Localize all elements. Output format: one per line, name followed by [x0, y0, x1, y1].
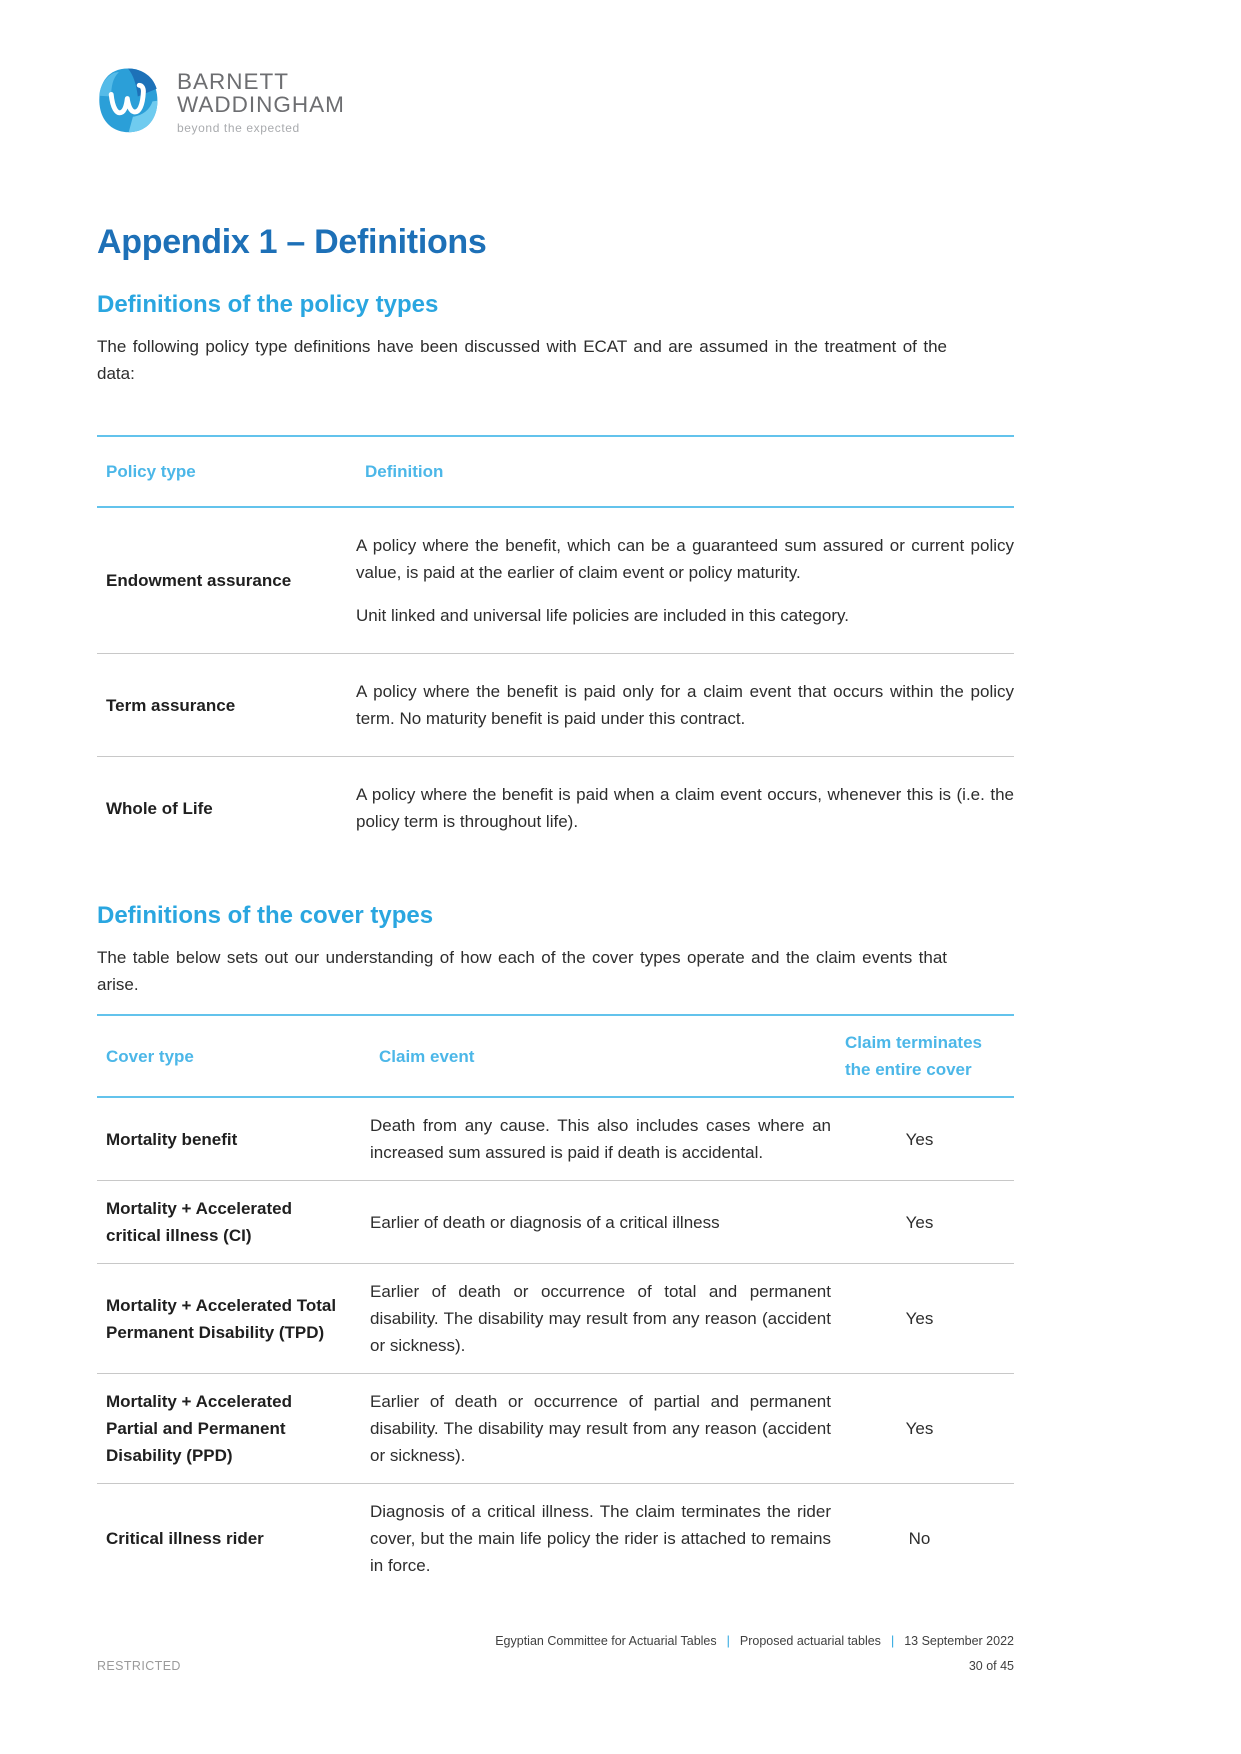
footer-separator: |	[726, 1634, 730, 1648]
footer-bottom-line	[97, 1659, 1014, 1673]
logo-name-line1: BARNETT	[177, 69, 290, 94]
claim-terminates-column-header: Claim terminates the entire cover	[845, 1033, 982, 1079]
terminates-cell: Yes	[905, 1129, 934, 1149]
policy-type-column-header: Policy type	[106, 462, 196, 481]
claim-event-cell: Earlier of death or occurrence of partial and permanent disability. The disability may result from any reason (accident or sickness).	[370, 1392, 831, 1465]
cover-table-header-row	[97, 1016, 1014, 1098]
cover-type-cell: Mortality + Accelerated Total Permanent Disability (TPD)	[106, 1295, 337, 1342]
policy-type-cell: Term assurance	[106, 695, 236, 715]
table-row	[97, 1484, 1014, 1593]
terminates-cell: No	[908, 1529, 931, 1548]
page-footer	[97, 1634, 1014, 1673]
cover-types-table	[97, 1014, 1014, 1593]
terminates-cell: Yes	[905, 1309, 934, 1328]
definition-cell	[356, 781, 1014, 835]
policy-type-cell: Endowment assurance	[106, 571, 292, 590]
table-row	[97, 1181, 1014, 1264]
definition-paragraph: A policy where the benefit is paid when a claim event occurs, whenever this is (i.e. the policy term is throughout life).	[356, 785, 1014, 831]
logo-icon	[93, 64, 163, 136]
definition-paragraph: A policy where the benefit is paid only for a claim event that occurs within the policy term. No maturity benefit is paid under this contract.	[356, 682, 1014, 728]
footer-doc-subtitle: Proposed actuarial tables	[739, 1634, 881, 1648]
page-number: 30 of 45	[968, 1659, 1014, 1673]
restricted-label: RESTRICTED	[97, 1659, 181, 1673]
table-row	[97, 1264, 1014, 1374]
cover-types-heading: Definitions of the cover types	[97, 902, 434, 929]
definition-cell	[356, 678, 1014, 732]
cover-type-cell: Critical illness rider	[106, 1529, 264, 1548]
logo-tagline: beyond the expected	[177, 121, 300, 135]
company-logo	[93, 64, 1014, 136]
table-row	[97, 1098, 1014, 1181]
definition-paragraph: Unit linked and universal life policies are included in this category.	[356, 606, 849, 625]
policy-types-table	[97, 435, 1014, 859]
cover-type-cell: Mortality benefit	[106, 1129, 238, 1149]
cover-type-cell: Mortality + Accelerated critical illness (CI)	[106, 1199, 292, 1245]
policy-types-intro: The following policy type definitions have been discussed with ECAT and are assumed in the treatment of the data:	[97, 337, 947, 383]
footer-separator: |	[890, 1634, 895, 1648]
page-title: Appendix 1 – Definitions	[97, 223, 487, 261]
table-row	[97, 508, 1014, 654]
claim-event-cell: Diagnosis of a critical illness. The claim terminates the rider cover, but the main life policy the rider is attached to remains in force.	[370, 1502, 831, 1575]
claim-event-cell: Earlier of death or occurrence of total and permanent disability. The disability may result from any reason (accident or sickness).	[370, 1282, 831, 1355]
claim-event-column-header: Claim event	[379, 1046, 475, 1066]
policy-types-section	[97, 290, 1014, 859]
table-row	[97, 1374, 1014, 1484]
logo-name-line2: WADDINGHAM	[177, 92, 345, 117]
policy-types-heading: Definitions of the policy types	[97, 291, 439, 318]
footer-meta-line	[97, 1634, 1014, 1648]
cover-types-section	[97, 901, 1014, 1593]
terminates-cell: Yes	[905, 1212, 934, 1232]
footer-doc-title: Egyptian Committee for Actuarial Tables	[495, 1634, 717, 1648]
table-row	[97, 654, 1014, 757]
terminates-cell: Yes	[905, 1419, 934, 1438]
definition-cell	[356, 532, 1014, 629]
claim-event-cell: Death from any cause. This also includes cases where an increased sum assured is paid if death is accidental.	[370, 1116, 831, 1162]
cover-type-column-header: Cover type	[106, 1046, 194, 1066]
definition-paragraph: A policy where the benefit, which can be a guaranteed sum assured or current policy value, is paid at the earlier of claim event or policy maturity.	[356, 536, 1014, 582]
cover-types-intro: The table below sets out our understanding of how each of the cover types operate and the claim events that arise.	[97, 948, 947, 994]
footer-date: 13 September 2022	[904, 1634, 1014, 1648]
definition-column-header: Definition	[365, 462, 444, 481]
cover-type-cell: Mortality + Accelerated Partial and Permanent Disability (PPD)	[106, 1392, 292, 1465]
table-row	[97, 757, 1014, 859]
policy-table-header-row	[97, 437, 1014, 508]
policy-type-cell: Whole of Life	[106, 798, 213, 818]
claim-event-cell: Earlier of death or diagnosis of a critical illness	[370, 1212, 720, 1232]
logo-wordmark	[177, 64, 345, 135]
